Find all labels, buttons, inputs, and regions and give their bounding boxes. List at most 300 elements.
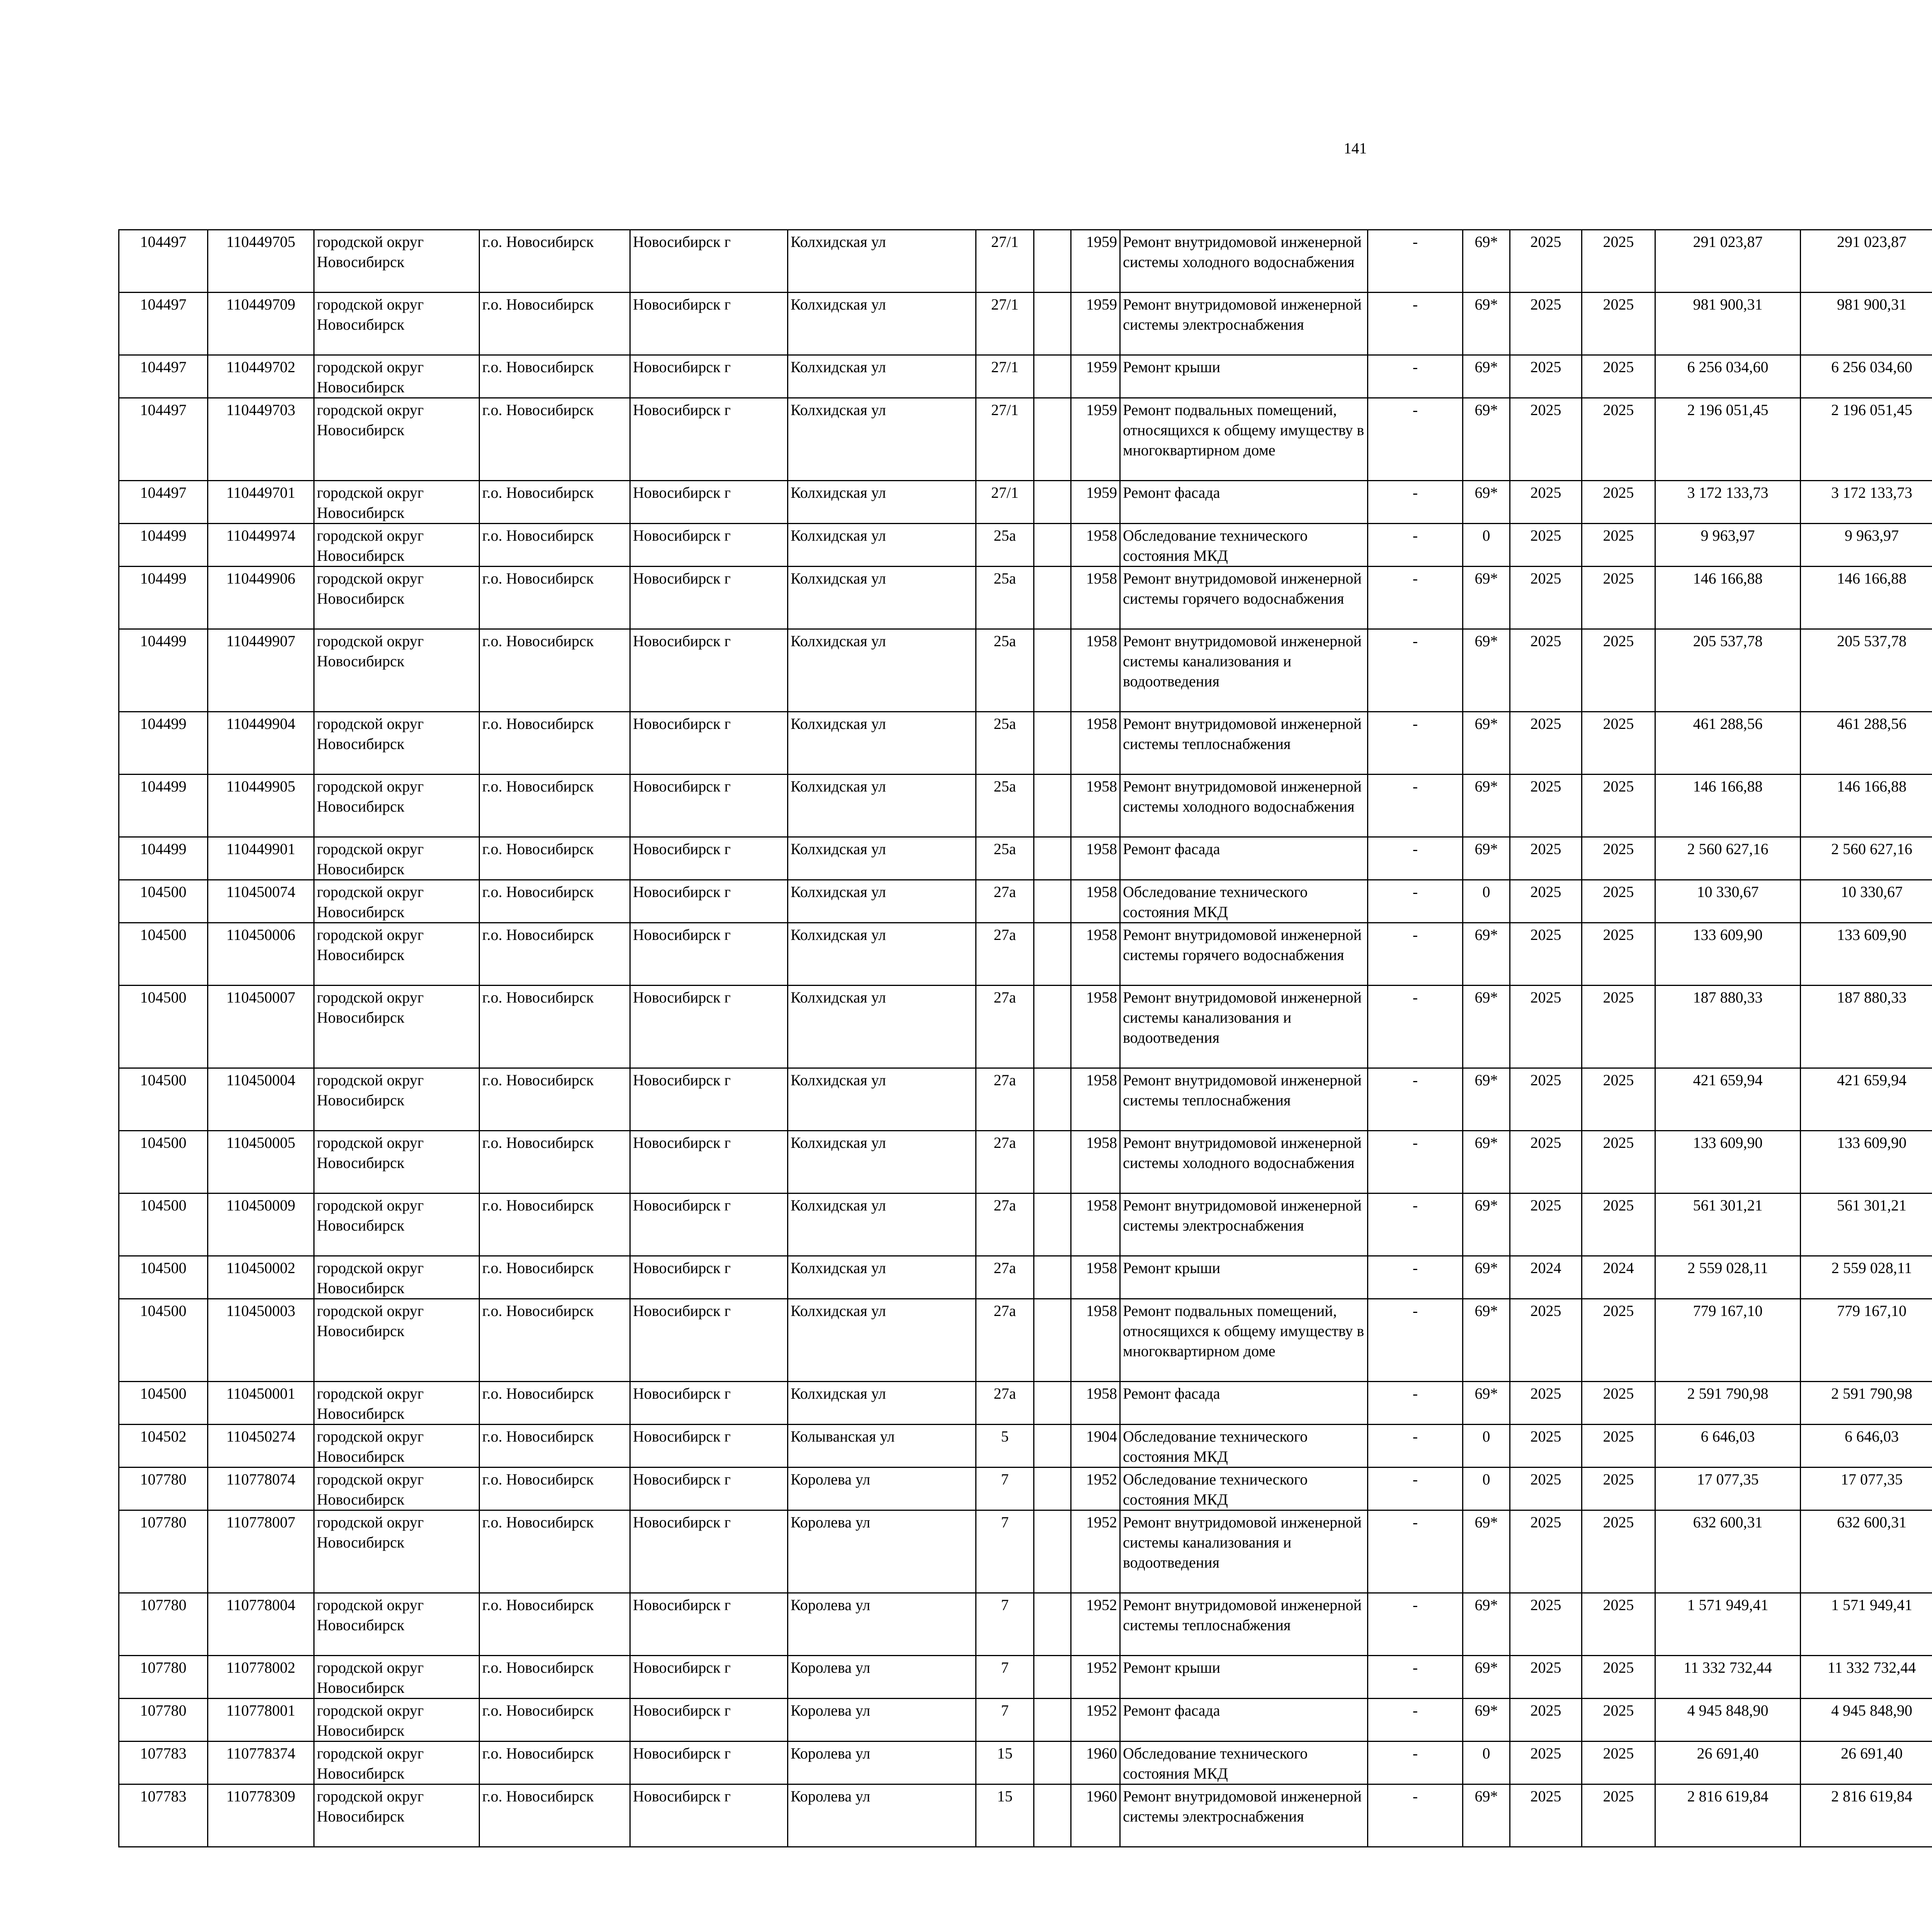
cell-wear-percent: 69* (1463, 712, 1510, 775)
cell-year-end: 2025 (1582, 880, 1655, 923)
cell-house-number: 25а (976, 524, 1034, 567)
cell-commission-year: 1959 (1071, 355, 1120, 398)
cell-wear-percent: 69* (1463, 1068, 1510, 1131)
cell-year-start: 2024 (1510, 1256, 1582, 1299)
cell-work-id: 110449907 (208, 629, 314, 712)
cell-house-id: 104500 (119, 1131, 208, 1193)
cell-dash-mark: - (1368, 1742, 1463, 1784)
table-body (119, 230, 1932, 1847)
cell-locality: Новосибирск г (630, 1425, 788, 1468)
cell-building (1034, 837, 1071, 880)
cell-regional-fund-cost: 632 600,31 (1801, 1510, 1932, 1593)
cell-total-cost: 421 659,94 (1655, 1068, 1801, 1131)
cell-municipal-district: городской округ Новосибирск (314, 293, 480, 355)
cell-regional-fund-cost: 4 945 848,90 (1801, 1699, 1932, 1742)
cell-street: Колхидская ул (788, 293, 976, 355)
cell-work-type: Ремонт внутридомовой инженерной системы горячего водоснабжения (1120, 567, 1368, 629)
cell-building (1034, 1656, 1071, 1699)
cell-settlement: г.о. Новосибирск (480, 712, 630, 775)
cell-building (1034, 524, 1071, 567)
cell-building (1034, 355, 1071, 398)
cell-municipal-district: городской округ Новосибирск (314, 567, 480, 629)
cell-total-cost: 2 196 051,45 (1655, 398, 1801, 481)
cell-total-cost: 3 172 133,73 (1655, 481, 1801, 524)
cell-year-start: 2025 (1510, 1131, 1582, 1193)
cell-street: Колхидская ул (788, 398, 976, 481)
cell-street: Колхидская ул (788, 880, 976, 923)
cell-building (1034, 1699, 1071, 1742)
cell-regional-fund-cost: 779 167,10 (1801, 1299, 1932, 1382)
table-row (119, 837, 1932, 880)
cell-year-end: 2025 (1582, 1468, 1655, 1510)
cell-street: Колхидская ул (788, 837, 976, 880)
cell-municipal-district: городской округ Новосибирск (314, 923, 480, 986)
cell-work-id: 110450003 (208, 1299, 314, 1382)
cell-commission-year: 1958 (1071, 837, 1120, 880)
cell-year-start: 2025 (1510, 837, 1582, 880)
cell-regional-fund-cost: 133 609,90 (1801, 923, 1932, 986)
cell-street: Колхидская ул (788, 355, 976, 398)
table-row (119, 775, 1932, 837)
cell-work-id: 110449702 (208, 355, 314, 398)
table-row (119, 1742, 1932, 1784)
cell-building (1034, 481, 1071, 524)
cell-commission-year: 1952 (1071, 1656, 1120, 1699)
cell-building (1034, 1784, 1071, 1847)
cell-regional-fund-cost: 6 646,03 (1801, 1425, 1932, 1468)
cell-locality: Новосибирск г (630, 1784, 788, 1847)
cell-year-start: 2025 (1510, 1068, 1582, 1131)
cell-commission-year: 1952 (1071, 1468, 1120, 1510)
table-row (119, 712, 1932, 775)
cell-year-start: 2025 (1510, 1299, 1582, 1382)
cell-work-type: Ремонт подвальных помещений, относящихся к общему имуществу в многоквартирном доме (1120, 398, 1368, 481)
cell-building (1034, 1425, 1071, 1468)
cell-dash-mark: - (1368, 1382, 1463, 1425)
cell-year-start: 2025 (1510, 524, 1582, 567)
cell-work-type: Ремонт внутридомовой инженерной системы канализования и водоотведения (1120, 629, 1368, 712)
cell-work-id: 110449709 (208, 293, 314, 355)
cell-municipal-district: городской округ Новосибирск (314, 1656, 480, 1699)
cell-building (1034, 230, 1071, 293)
cell-locality: Новосибирск г (630, 880, 788, 923)
cell-work-type: Ремонт фасада (1120, 1382, 1368, 1425)
cell-work-id: 110449705 (208, 230, 314, 293)
cell-total-cost: 461 288,56 (1655, 712, 1801, 775)
cell-work-id: 110449904 (208, 712, 314, 775)
cell-locality: Новосибирск г (630, 355, 788, 398)
cell-locality: Новосибирск г (630, 1656, 788, 1699)
cell-total-cost: 146 166,88 (1655, 775, 1801, 837)
table-row (119, 629, 1932, 712)
cell-work-type: Обследование технического состояния МКД (1120, 880, 1368, 923)
cell-year-start: 2025 (1510, 1593, 1582, 1656)
cell-regional-fund-cost: 26 691,40 (1801, 1742, 1932, 1784)
cell-year-end: 2025 (1582, 837, 1655, 880)
cell-building (1034, 1193, 1071, 1256)
cell-work-type: Обследование технического состояния МКД (1120, 1468, 1368, 1510)
table-row (119, 1784, 1932, 1847)
cell-settlement: г.о. Новосибирск (480, 1784, 630, 1847)
cell-work-id: 110450001 (208, 1382, 314, 1425)
cell-municipal-district: городской округ Новосибирск (314, 837, 480, 880)
cell-year-end: 2025 (1582, 629, 1655, 712)
cell-street: Королева ул (788, 1656, 976, 1699)
cell-house-id: 104499 (119, 837, 208, 880)
cell-total-cost: 2 816 619,84 (1655, 1784, 1801, 1847)
table-row (119, 398, 1932, 481)
cell-municipal-district: городской округ Новосибирск (314, 398, 480, 481)
cell-work-type: Ремонт внутридомовой инженерной системы канализования и водоотведения (1120, 986, 1368, 1068)
cell-building (1034, 1510, 1071, 1593)
cell-dash-mark: - (1368, 1784, 1463, 1847)
cell-year-start: 2025 (1510, 1382, 1582, 1425)
cell-wear-percent: 69* (1463, 1656, 1510, 1699)
cell-commission-year: 1959 (1071, 398, 1120, 481)
cell-work-id: 110449906 (208, 567, 314, 629)
table-row (119, 293, 1932, 355)
cell-house-number: 7 (976, 1699, 1034, 1742)
cell-year-end: 2025 (1582, 775, 1655, 837)
cell-wear-percent: 69* (1463, 923, 1510, 986)
cell-regional-fund-cost: 17 077,35 (1801, 1468, 1932, 1510)
cell-building (1034, 1742, 1071, 1784)
cell-dash-mark: - (1368, 567, 1463, 629)
cell-total-cost: 133 609,90 (1655, 923, 1801, 986)
cell-house-id: 104499 (119, 524, 208, 567)
cell-street: Колхидская ул (788, 923, 976, 986)
cell-work-id: 110778309 (208, 1784, 314, 1847)
cell-total-cost: 2 591 790,98 (1655, 1382, 1801, 1425)
table-row (119, 355, 1932, 398)
cell-wear-percent: 69* (1463, 837, 1510, 880)
cell-year-start: 2025 (1510, 1784, 1582, 1847)
cell-work-type: Ремонт крыши (1120, 1256, 1368, 1299)
cell-commission-year: 1958 (1071, 880, 1120, 923)
table-row (119, 1468, 1932, 1510)
cell-year-end: 2025 (1582, 355, 1655, 398)
cell-wear-percent: 0 (1463, 1742, 1510, 1784)
cell-work-id: 110450274 (208, 1425, 314, 1468)
cell-building (1034, 1468, 1071, 1510)
cell-municipal-district: городской округ Новосибирск (314, 1593, 480, 1656)
cell-regional-fund-cost: 146 166,88 (1801, 775, 1932, 837)
cell-building (1034, 1299, 1071, 1382)
cell-house-number: 15 (976, 1742, 1034, 1784)
cell-street: Колхидская ул (788, 567, 976, 629)
cell-street: Королева ул (788, 1742, 976, 1784)
cell-house-number: 27а (976, 1299, 1034, 1382)
cell-work-type: Ремонт внутридомовой инженерной системы канализования и водоотведения (1120, 1510, 1368, 1593)
cell-locality: Новосибирск г (630, 1382, 788, 1425)
cell-year-end: 2025 (1582, 524, 1655, 567)
cell-house-id: 107780 (119, 1699, 208, 1742)
table-row (119, 986, 1932, 1068)
cell-work-type: Ремонт внутридомовой инженерной системы холодного водоснабжения (1120, 775, 1368, 837)
cell-settlement: г.о. Новосибирск (480, 629, 630, 712)
cell-commission-year: 1959 (1071, 481, 1120, 524)
cell-municipal-district: городской округ Новосибирск (314, 355, 480, 398)
cell-house-number: 27а (976, 1131, 1034, 1193)
cell-year-end: 2025 (1582, 230, 1655, 293)
cell-dash-mark: - (1368, 712, 1463, 775)
table-row (119, 1193, 1932, 1256)
cell-house-number: 25а (976, 712, 1034, 775)
cell-house-id: 104497 (119, 230, 208, 293)
cell-work-id: 110449905 (208, 775, 314, 837)
table-row (119, 1256, 1932, 1299)
cell-building (1034, 712, 1071, 775)
cell-dash-mark: - (1368, 398, 1463, 481)
cell-dash-mark: - (1368, 1699, 1463, 1742)
cell-work-type: Ремонт внутридомовой инженерной системы холодного водоснабжения (1120, 1131, 1368, 1193)
cell-locality: Новосибирск г (630, 837, 788, 880)
cell-house-number: 7 (976, 1656, 1034, 1699)
cell-total-cost: 17 077,35 (1655, 1468, 1801, 1510)
cell-year-end: 2025 (1582, 1131, 1655, 1193)
cell-street: Королева ул (788, 1784, 976, 1847)
cell-house-id: 104500 (119, 1256, 208, 1299)
cell-house-id: 107780 (119, 1510, 208, 1593)
cell-settlement: г.о. Новосибирск (480, 1593, 630, 1656)
cell-wear-percent: 69* (1463, 293, 1510, 355)
table-row (119, 923, 1932, 986)
cell-work-type: Ремонт фасада (1120, 1699, 1368, 1742)
cell-municipal-district: городской округ Новосибирск (314, 1784, 480, 1847)
cell-year-start: 2025 (1510, 1468, 1582, 1510)
cell-house-number: 27/1 (976, 481, 1034, 524)
cell-house-id: 104500 (119, 880, 208, 923)
cell-dash-mark: - (1368, 481, 1463, 524)
cell-street: Колхидская ул (788, 1382, 976, 1425)
cell-total-cost: 133 609,90 (1655, 1131, 1801, 1193)
table-row (119, 524, 1932, 567)
cell-total-cost: 205 537,78 (1655, 629, 1801, 712)
cell-building (1034, 629, 1071, 712)
cell-house-number: 27а (976, 923, 1034, 986)
cell-house-number: 25а (976, 629, 1034, 712)
cell-regional-fund-cost: 2 560 627,16 (1801, 837, 1932, 880)
cell-commission-year: 1958 (1071, 923, 1120, 986)
cell-commission-year: 1952 (1071, 1510, 1120, 1593)
cell-settlement: г.о. Новосибирск (480, 923, 630, 986)
cell-year-start: 2025 (1510, 1193, 1582, 1256)
cell-house-number: 27/1 (976, 355, 1034, 398)
table-row (119, 1068, 1932, 1131)
cell-municipal-district: городской округ Новосибирск (314, 1193, 480, 1256)
cell-regional-fund-cost: 2 196 051,45 (1801, 398, 1932, 481)
cell-total-cost: 6 646,03 (1655, 1425, 1801, 1468)
cell-year-end: 2025 (1582, 1593, 1655, 1656)
cell-year-start: 2025 (1510, 1510, 1582, 1593)
cell-street: Королева ул (788, 1510, 976, 1593)
table-row (119, 230, 1932, 293)
cell-commission-year: 1958 (1071, 1068, 1120, 1131)
cell-dash-mark: - (1368, 1256, 1463, 1299)
cell-total-cost: 4 945 848,90 (1655, 1699, 1801, 1742)
cell-wear-percent: 0 (1463, 1468, 1510, 1510)
cell-wear-percent: 0 (1463, 524, 1510, 567)
cell-total-cost: 10 330,67 (1655, 880, 1801, 923)
cell-work-id: 110450074 (208, 880, 314, 923)
cell-settlement: г.о. Новосибирск (480, 1656, 630, 1699)
cell-house-number: 25а (976, 837, 1034, 880)
cell-locality: Новосибирск г (630, 1742, 788, 1784)
cell-house-id: 104497 (119, 398, 208, 481)
table-row (119, 1593, 1932, 1656)
cell-year-start: 2025 (1510, 712, 1582, 775)
cell-house-id: 104500 (119, 986, 208, 1068)
cell-building (1034, 775, 1071, 837)
cell-work-id: 110450007 (208, 986, 314, 1068)
cell-regional-fund-cost: 291 023,87 (1801, 230, 1932, 293)
cell-dash-mark: - (1368, 524, 1463, 567)
cell-municipal-district: городской округ Новосибирск (314, 1510, 480, 1593)
cell-settlement: г.о. Новосибирск (480, 1468, 630, 1510)
cell-house-number: 27а (976, 880, 1034, 923)
cell-work-type: Ремонт внутридомовой инженерной системы холодного водоснабжения (1120, 230, 1368, 293)
cell-municipal-district: городской округ Новосибирск (314, 230, 480, 293)
cell-dash-mark: - (1368, 1131, 1463, 1193)
cell-house-number: 7 (976, 1510, 1034, 1593)
cell-locality: Новосибирск г (630, 629, 788, 712)
cell-work-type: Ремонт фасада (1120, 481, 1368, 524)
cell-year-end: 2025 (1582, 481, 1655, 524)
cell-commission-year: 1960 (1071, 1742, 1120, 1784)
table-row (119, 1131, 1932, 1193)
cell-year-end: 2025 (1582, 398, 1655, 481)
cell-street: Колхидская ул (788, 1068, 976, 1131)
cell-municipal-district: городской округ Новосибирск (314, 775, 480, 837)
cell-building (1034, 1131, 1071, 1193)
cell-house-id: 107780 (119, 1656, 208, 1699)
table-row (119, 481, 1932, 524)
cell-year-end: 2025 (1582, 986, 1655, 1068)
cell-settlement: г.о. Новосибирск (480, 837, 630, 880)
cell-municipal-district: городской округ Новосибирск (314, 1382, 480, 1425)
cell-settlement: г.о. Новосибирск (480, 1068, 630, 1131)
cell-house-number: 27а (976, 986, 1034, 1068)
cell-work-type: Ремонт внутридомовой инженерной системы электроснабжения (1120, 1784, 1368, 1847)
cell-year-start: 2025 (1510, 775, 1582, 837)
cell-dash-mark: - (1368, 1299, 1463, 1382)
cell-regional-fund-cost: 205 537,78 (1801, 629, 1932, 712)
cell-house-id: 104500 (119, 1382, 208, 1425)
cell-year-start: 2025 (1510, 1742, 1582, 1784)
cell-commission-year: 1958 (1071, 1299, 1120, 1382)
cell-work-id: 110778374 (208, 1742, 314, 1784)
cell-wear-percent: 69* (1463, 1299, 1510, 1382)
cell-wear-percent: 69* (1463, 629, 1510, 712)
cell-locality: Новосибирск г (630, 1510, 788, 1593)
cell-regional-fund-cost: 2 816 619,84 (1801, 1784, 1932, 1847)
cell-dash-mark: - (1368, 880, 1463, 923)
cell-street: Королева ул (788, 1468, 976, 1510)
cell-locality: Новосибирск г (630, 1468, 788, 1510)
cell-work-id: 110778074 (208, 1468, 314, 1510)
table-row (119, 1510, 1932, 1593)
cell-commission-year: 1958 (1071, 524, 1120, 567)
cell-municipal-district: городской округ Новосибирск (314, 1299, 480, 1382)
page-number: 141 (1344, 140, 1367, 157)
cell-wear-percent: 69* (1463, 355, 1510, 398)
cell-locality: Новосибирск г (630, 1131, 788, 1193)
cell-house-id: 104499 (119, 629, 208, 712)
cell-regional-fund-cost: 133 609,90 (1801, 1131, 1932, 1193)
cell-settlement: г.о. Новосибирск (480, 355, 630, 398)
cell-year-start: 2025 (1510, 230, 1582, 293)
cell-locality: Новосибирск г (630, 230, 788, 293)
cell-regional-fund-cost: 3 172 133,73 (1801, 481, 1932, 524)
cell-work-type: Ремонт крыши (1120, 355, 1368, 398)
cell-regional-fund-cost: 9 963,97 (1801, 524, 1932, 567)
cell-settlement: г.о. Новосибирск (480, 230, 630, 293)
cell-house-id: 107780 (119, 1593, 208, 1656)
cell-total-cost: 26 691,40 (1655, 1742, 1801, 1784)
cell-total-cost: 561 301,21 (1655, 1193, 1801, 1256)
cell-municipal-district: городской округ Новосибирск (314, 1742, 480, 1784)
cell-locality: Новосибирск г (630, 567, 788, 629)
cell-wear-percent: 0 (1463, 1425, 1510, 1468)
cell-settlement: г.о. Новосибирск (480, 1131, 630, 1193)
cell-total-cost: 9 963,97 (1655, 524, 1801, 567)
cell-dash-mark: - (1368, 1068, 1463, 1131)
table-row (119, 1425, 1932, 1468)
cell-street: Колхидская ул (788, 712, 976, 775)
cell-house-number: 27а (976, 1382, 1034, 1425)
cell-house-number: 25а (976, 567, 1034, 629)
cell-locality: Новосибирск г (630, 398, 788, 481)
cell-year-start: 2025 (1510, 986, 1582, 1068)
cell-work-type: Обследование технического состояния МКД (1120, 1742, 1368, 1784)
table-row (119, 1656, 1932, 1699)
cell-settlement: г.о. Новосибирск (480, 481, 630, 524)
table-row (119, 1382, 1932, 1425)
cell-year-end: 2024 (1582, 1256, 1655, 1299)
cell-dash-mark: - (1368, 923, 1463, 986)
cell-year-start: 2025 (1510, 567, 1582, 629)
cell-building (1034, 986, 1071, 1068)
cell-building (1034, 1593, 1071, 1656)
cell-street: Королева ул (788, 1699, 976, 1742)
cell-commission-year: 1959 (1071, 293, 1120, 355)
cell-year-end: 2025 (1582, 1656, 1655, 1699)
cell-house-id: 104497 (119, 355, 208, 398)
cell-year-start: 2025 (1510, 293, 1582, 355)
cell-work-id: 110449901 (208, 837, 314, 880)
cell-work-type: Ремонт внутридомовой инженерной системы теплоснабжения (1120, 1068, 1368, 1131)
cell-settlement: г.о. Новосибирск (480, 398, 630, 481)
cell-house-number: 27а (976, 1068, 1034, 1131)
cell-year-end: 2025 (1582, 1510, 1655, 1593)
cell-street: Колхидская ул (788, 230, 976, 293)
cell-house-number: 25а (976, 775, 1034, 837)
cell-municipal-district: городской округ Новосибирск (314, 524, 480, 567)
cell-regional-fund-cost: 981 900,31 (1801, 293, 1932, 355)
cell-regional-fund-cost: 2 559 028,11 (1801, 1256, 1932, 1299)
cell-total-cost: 146 166,88 (1655, 567, 1801, 629)
cell-total-cost: 2 559 028,11 (1655, 1256, 1801, 1299)
cell-year-start: 2025 (1510, 398, 1582, 481)
cell-dash-mark: - (1368, 1425, 1463, 1468)
cell-house-number: 27а (976, 1256, 1034, 1299)
cell-dash-mark: - (1368, 986, 1463, 1068)
table-row (119, 567, 1932, 629)
cell-wear-percent: 69* (1463, 1131, 1510, 1193)
cell-regional-fund-cost: 561 301,21 (1801, 1193, 1932, 1256)
cell-locality: Новосибирск г (630, 1068, 788, 1131)
cell-regional-fund-cost: 11 332 732,44 (1801, 1656, 1932, 1699)
